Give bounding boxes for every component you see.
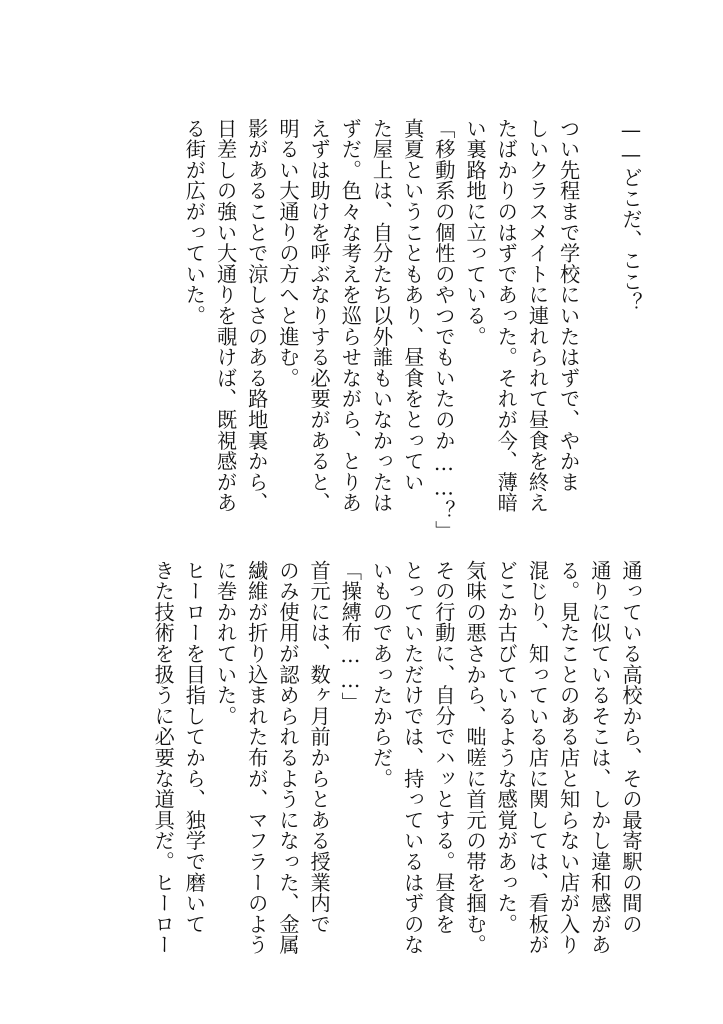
text-column: 日差しの強い大通りを覗けば、既視感があ <box>213 118 238 514</box>
text-column: その行動に、自分でハッとする。昼食を <box>431 560 456 935</box>
text-column: 通っている高校から、その最寄駅の間の <box>619 560 643 935</box>
text-column: 気味の悪さから、咄嗟に首元の帯を掴む。 <box>463 560 488 956</box>
text-column: とっていただけでは、持っているはずのな <box>400 560 425 956</box>
text-column: 繊維が折り込まれた布が、マフラーのよう <box>244 560 269 956</box>
text-column: る。見たことのある店と知らない店が入り <box>556 560 581 956</box>
upper-text-block <box>131 118 643 542</box>
text-column: 明るい大通りの方へと進む。 <box>275 118 300 389</box>
text-column: た屋上は、自分たち以外誰もいなかったは <box>369 118 394 514</box>
text-column: 真夏ということもあり、昼食をとってい <box>400 118 425 493</box>
text-column: たばかりのはずであった。それが今、薄暗 <box>494 118 519 514</box>
text-column: ヒーローを目指してから、独学で磨いて <box>182 560 207 935</box>
text-column: 混じり、知っている店に関しては、看板が <box>525 560 550 956</box>
text-column: 首元には、数ヶ月前からとある授業内で <box>307 560 332 935</box>
text-column: ずだ。色々な考えを巡らせながら、とりあ <box>338 118 363 514</box>
text-column: しいクラスメイトに連れられて昼食を終え <box>525 118 550 514</box>
lower-text-block <box>131 560 641 980</box>
text-column: のみ使用が認められるようになった、金属 <box>275 560 300 956</box>
text-column: に巻かれていた。 <box>213 560 238 727</box>
text-column: 通りに似ているそこは、しかし違和感があ <box>587 560 612 956</box>
text-column: どこか古びているような感覚があった。 <box>494 560 519 935</box>
text-column: えずは助けを呼ぶなりする必要があると、 <box>307 118 332 514</box>
text-column: ——どこだ、ここ？ <box>619 118 643 313</box>
text-column: つい先程まで学校にいたはずで、やかま <box>556 118 581 493</box>
text-column: きた技術を扱うに必要な道具だ。ヒーロー <box>151 560 176 956</box>
dialogue-column: 「移動系の個性のやつでもいたのか……？」 <box>431 118 456 542</box>
text-column: いものであったからだ。 <box>369 560 394 789</box>
text-column: 影があることで涼しさのある路地裏から、 <box>244 118 269 514</box>
text-column: る街が広がっていた。 <box>182 118 207 326</box>
dialogue-column: 「操縛布……」 <box>338 560 363 714</box>
text-column: い裏路地に立っている。 <box>463 118 488 347</box>
